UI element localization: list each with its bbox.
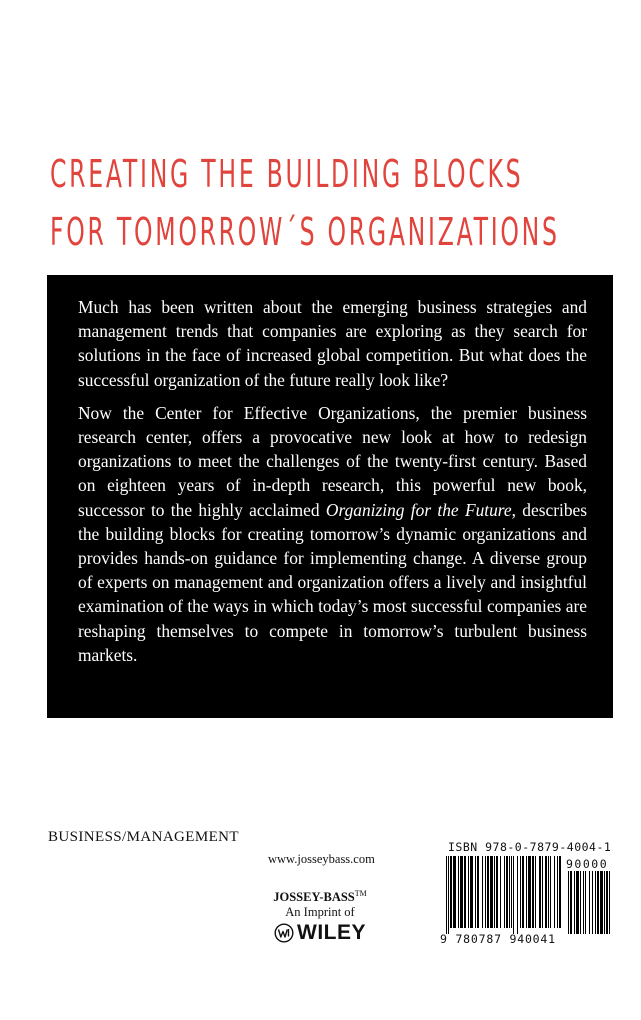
barcode-bar: [535, 856, 536, 928]
barcode-bar: [517, 856, 518, 934]
barcode-bar: [589, 871, 590, 934]
barcode-bar: [526, 856, 527, 928]
barcode-bar: [485, 856, 486, 928]
barcode-bar: [468, 856, 469, 928]
barcode-bar: [580, 871, 581, 934]
barcode-bar: [470, 856, 473, 928]
barcode-bar: [448, 856, 449, 934]
barcode-bar: [522, 856, 524, 928]
barcode-bar: [554, 856, 555, 928]
barcode-bar: [568, 871, 569, 934]
book-title-reference: Organizing for the Future: [325, 499, 512, 520]
barcode-bar: [604, 871, 605, 934]
barcode-bar: [600, 871, 603, 934]
barcode-bar: [532, 856, 534, 928]
description-paragraph-1: Much has been written about the emerging business strategies and management trends that companies are exploring as they search for solutions in the face of increased global competition. But what does the successful organization of the future really look like?: [78, 297, 587, 390]
wiley-logo: [255, 922, 385, 944]
barcode-bar: [528, 856, 531, 928]
description-text-after-title: , describes the building blocks for creating tomorrow’s dynamic organizations and provides hands-on guidance for implementing change. A diverse group of experts on management and organization offers a lively and insightful examination of the ways in which today’s most successful companies are reshaping themselves to compete in tomorrow’s turbulent business markets.: [78, 499, 588, 665]
barcode-bar: [509, 856, 510, 928]
barcode-bar: [453, 856, 456, 928]
headline-line-1: CREATING THE BUILDING BLOCKS: [50, 152, 524, 196]
barcode-bar: [504, 856, 505, 928]
addon-barcode-bars: [568, 871, 612, 934]
barcode-bar: [494, 856, 495, 928]
barcode-bar: [513, 856, 514, 934]
trademark-symbol: TM: [354, 889, 367, 898]
description-paragraph-2: [78, 401, 587, 667]
barcode-bar: [458, 856, 459, 928]
ean-digits: 9 780787 940041: [440, 932, 556, 946]
barcode-bar: [506, 856, 508, 928]
publisher-name: JOSSEY-BASS: [273, 890, 355, 905]
barcode-bar: [557, 856, 558, 928]
barcode-bar: [609, 871, 610, 934]
barcode-bar: [595, 871, 596, 934]
barcode-bar: [570, 871, 572, 934]
barcode-bar: [592, 871, 593, 934]
isbn-number: ISBN 978-0-7879-4004-1: [448, 840, 612, 854]
barcode-bar: [496, 856, 498, 928]
publisher-block: [255, 886, 385, 944]
barcode-bar: [500, 856, 501, 928]
wiley-wordmark: WILEY: [297, 921, 366, 945]
ean-barcode-bars: [446, 856, 561, 934]
barcode-bar: [539, 856, 541, 928]
website-url: www.josseybass.com: [268, 852, 375, 866]
barcode-bar: [545, 856, 547, 928]
barcode-bar: [583, 871, 584, 934]
barcode-bar: [585, 871, 586, 934]
wiley-emblem-icon: [274, 923, 294, 943]
barcode-bar: [606, 871, 608, 934]
barcode-bar: [460, 856, 463, 928]
description-panel: [47, 275, 613, 718]
barcode-bar: [511, 856, 512, 928]
barcode-bar: [550, 856, 551, 928]
barcode-bar: [464, 856, 466, 928]
barcode-bar: [475, 856, 476, 928]
publisher-name-row: [255, 886, 385, 905]
description-text-before-title: Now the Center for Effective Organizations, the premier business research center, offers a provocative new look at how to redesign organizations to meet the challenges of the twenty-first century. Based on eighteen years of in-depth research, this powerful new book, successor to the highly acclaimed: [78, 402, 587, 520]
barcode-bar: [520, 856, 521, 928]
headline: [50, 145, 620, 261]
barcode-bar: [446, 856, 447, 934]
imprint-text: An Imprint of: [285, 905, 355, 920]
barcode-bar: [487, 856, 489, 928]
headline-line-2: FOR TOMORROW´S ORGANIZATIONS: [50, 210, 560, 254]
barcode-bar: [574, 871, 575, 934]
barcode-bar: [576, 871, 579, 934]
price-code: 90000: [566, 857, 609, 871]
barcode-bar: [477, 856, 479, 928]
barcode-bar: [559, 856, 561, 928]
barcode-bar: [597, 871, 599, 934]
barcode: [440, 840, 615, 950]
barcode-bar: [450, 856, 452, 928]
category-label: BUSINESS/MANAGEMENT: [48, 829, 239, 845]
barcode-bar: [542, 856, 543, 928]
barcode-bar: [548, 856, 549, 928]
barcode-bar: [482, 856, 483, 928]
barcode-bar: [490, 856, 493, 928]
